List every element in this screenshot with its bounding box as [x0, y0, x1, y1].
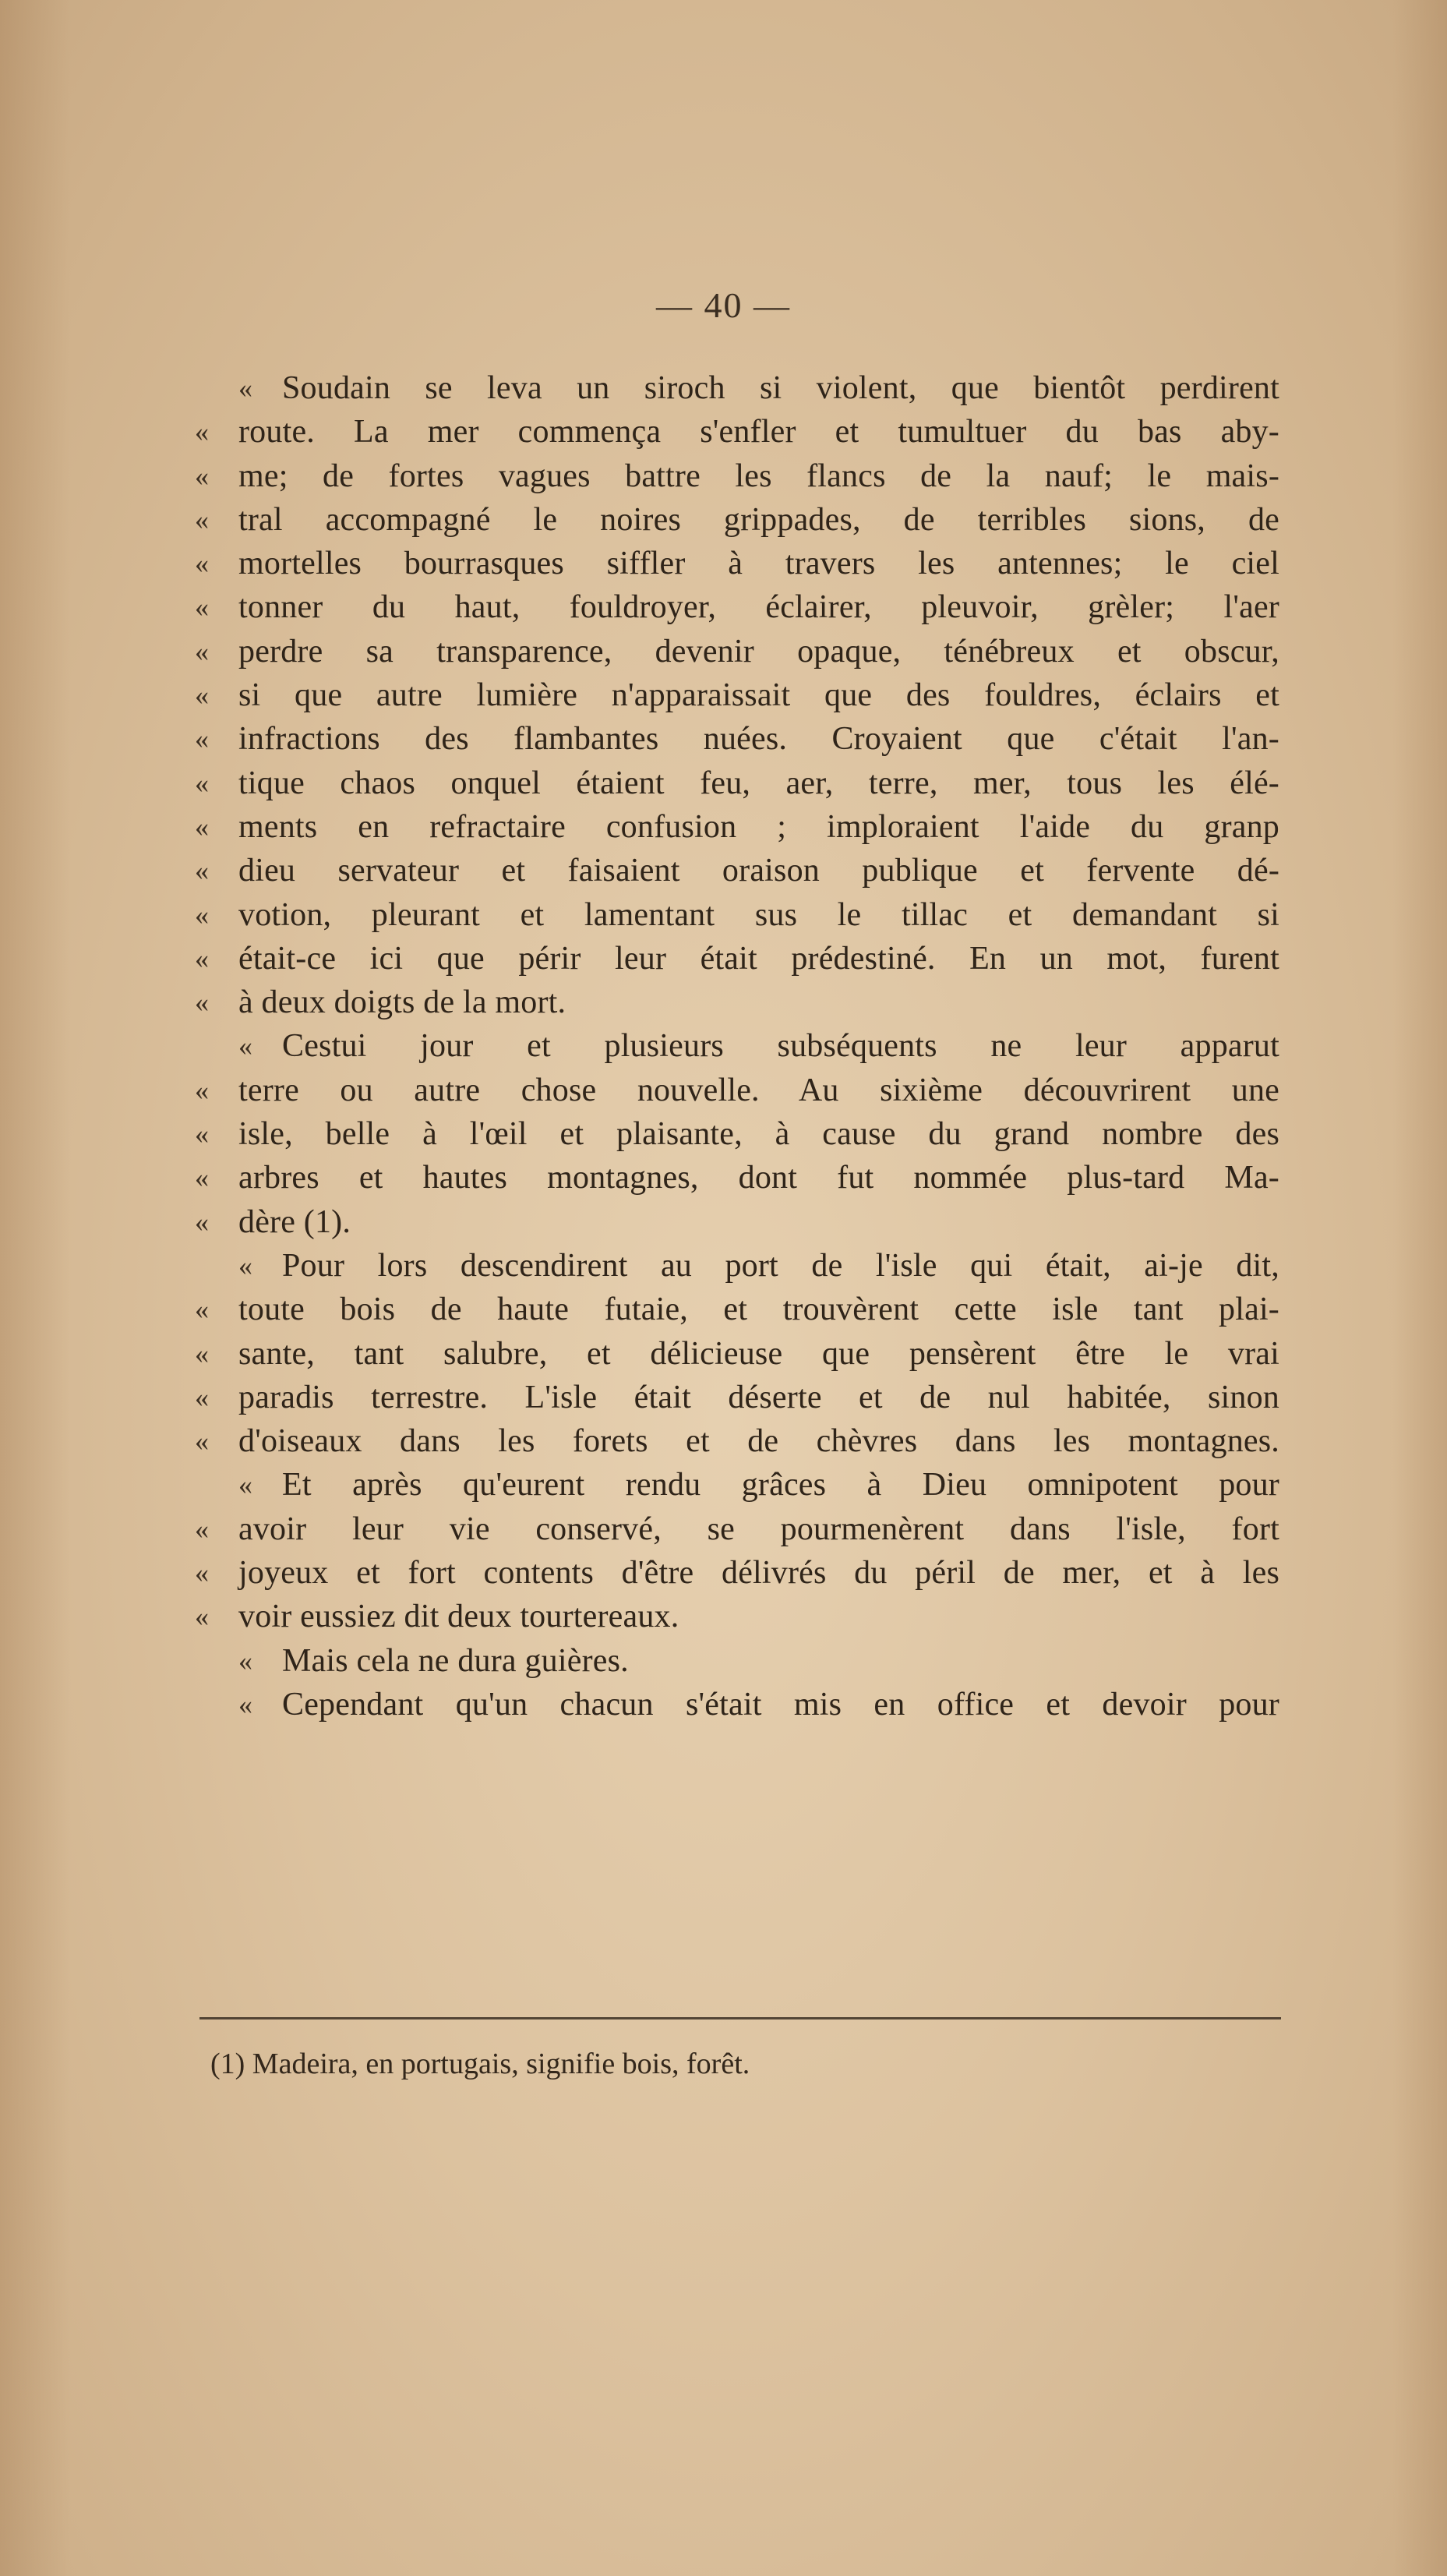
line-text: infractions des flambantes nuées. Croyaient que c'était l'an- [238, 721, 1279, 758]
text-line [195, 1463, 1279, 1507]
text-line [195, 630, 1279, 673]
guillemet-mark: « [195, 811, 209, 843]
text-line [195, 1112, 1279, 1156]
text-line [195, 498, 1279, 542]
line-text: votion, pleurant et lamentant sus le tillac et demandant si [238, 896, 1279, 933]
guillemet-mark: « [195, 723, 209, 755]
page-shadow-right [1392, 0, 1447, 2576]
guillemet-mark: « [195, 1162, 209, 1194]
guillemet-mark: « [195, 767, 209, 799]
footnote: (1) Madeira, en portugais, signifie bois, forêt. [210, 2048, 750, 2080]
text-line [195, 761, 1279, 805]
guillemet-mark: « [195, 680, 209, 712]
text-line [195, 1551, 1279, 1595]
line-text: Cependant qu'un chacun s'était mis en office et devoir pour [282, 1686, 1279, 1723]
text-line [195, 1639, 1279, 1683]
guillemet-mark: « [195, 942, 209, 974]
text-line [195, 366, 1279, 410]
text-line [195, 1376, 1279, 1419]
guillemet-mark: « [195, 1557, 209, 1589]
text-line [195, 1595, 1279, 1638]
text-line [195, 1244, 1279, 1288]
body-text [195, 366, 1279, 1726]
guillemet-mark: « [195, 1074, 209, 1106]
guillemet-mark: « [195, 635, 209, 667]
line-text: arbres et hautes montagnes, dont fut nommée plus-tard Ma- [238, 1160, 1279, 1196]
line-text: tonner du haut, fouldroyer, éclairer, pleuvoir, grèler; l'aer [238, 589, 1279, 626]
text-line [195, 1683, 1279, 1726]
guillemet-mark: « [195, 1426, 209, 1458]
guillemet-mark: « [238, 1645, 252, 1677]
line-text: me; de fortes vagues battre les flancs de la nauf; le mais- [238, 458, 1279, 494]
guillemet-mark: « [238, 373, 252, 404]
guillemet-mark: « [195, 1601, 209, 1633]
text-line [195, 1069, 1279, 1112]
line-text: tral accompagné le noires grippades, de terribles sions, de [238, 501, 1279, 538]
line-text: toute bois de haute futaie, et trouvèrent cette isle tant plai- [238, 1292, 1279, 1328]
text-line [195, 717, 1279, 761]
guillemet-mark: « [195, 1206, 209, 1238]
text-line [195, 1419, 1279, 1463]
text-line [195, 1507, 1279, 1551]
line-text: dère (1). [238, 1203, 351, 1240]
text-line [195, 1156, 1279, 1200]
line-text: d'oiseaux dans les forets et de chèvres dans les montagnes. [238, 1423, 1279, 1460]
guillemet-mark: « [195, 416, 209, 448]
text-line [195, 1024, 1279, 1068]
line-text: voir eussiez dit deux tourtereaux. [238, 1599, 679, 1635]
line-text: dieu servateur et faisaient oraison publique et fervente dé- [238, 853, 1279, 889]
line-text: tique chaos onquel étaient feu, aer, terre, mer, tous les élé- [238, 765, 1279, 801]
text-line [195, 410, 1279, 454]
line-text: isle, belle à l'œil et plaisante, à cause du grand nombre des [238, 1116, 1279, 1153]
guillemet-mark: « [195, 1118, 209, 1150]
line-text: terre ou autre chose nouvelle. Au sixième découvrirent une [238, 1072, 1279, 1108]
guillemet-mark: « [195, 504, 209, 535]
guillemet-mark: « [195, 987, 209, 1019]
guillemet-mark: « [195, 1294, 209, 1326]
text-line [195, 454, 1279, 498]
guillemet-mark: « [195, 460, 209, 492]
guillemet-mark: « [238, 1688, 252, 1720]
line-text: si que autre lumière n'apparaissait que des fouldres, éclairs et [238, 677, 1279, 714]
line-text: joyeux et fort contents d'être délivrés du péril de mer, et à les [238, 1555, 1279, 1592]
guillemet-mark: « [195, 899, 209, 931]
line-text: avoir leur vie conservé, se pourmenèrent dans l'isle, fort [238, 1511, 1279, 1547]
guillemet-mark: « [195, 548, 209, 580]
line-text: Soudain se leva un siroch si violent, que bientôt perdirent [282, 370, 1279, 406]
line-text: Cestui jour et plusieurs subséquents ne leur apparut [282, 1028, 1279, 1065]
text-line [195, 849, 1279, 892]
footnote-divider [199, 2017, 1281, 2019]
guillemet-mark: « [238, 1469, 252, 1501]
line-text: sante, tant salubre, et délicieuse que pensèrent être le vrai [238, 1335, 1279, 1372]
page-number: — 40 — [656, 285, 791, 325]
line-text: était-ce ici que périr leur était prédestiné. En un mot, furent [238, 940, 1279, 977]
line-text: Mais cela ne dura guières. [282, 1642, 629, 1679]
text-line [195, 893, 1279, 937]
line-text: mortelles bourrasques siffler à travers les antennes; le ciel [238, 546, 1279, 582]
line-text: ments en refractaire confusion ; imploraient l'aide du granp [238, 808, 1279, 845]
line-text: Et après qu'eurent rendu grâces à Dieu omnipotent pour [282, 1467, 1279, 1504]
text-line [195, 585, 1279, 629]
line-text: à deux doigts de la mort. [238, 984, 566, 1021]
guillemet-mark: « [195, 1337, 209, 1369]
text-line [195, 1288, 1279, 1331]
guillemet-mark: « [238, 1030, 252, 1062]
guillemet-mark: « [195, 592, 209, 624]
text-line [195, 1332, 1279, 1376]
page-shadow-left [0, 0, 70, 2576]
line-text: route. La mer commença s'enfler et tumultuer du bas aby- [238, 414, 1279, 451]
text-line [195, 981, 1279, 1024]
text-line [195, 673, 1279, 717]
line-text: perdre sa transparence, devenir opaque, ténébreux et obscur, [238, 633, 1279, 670]
guillemet-mark: « [195, 855, 209, 887]
text-line [195, 542, 1279, 585]
text-line [195, 1200, 1279, 1244]
guillemet-mark: « [238, 1249, 252, 1281]
text-line [195, 937, 1279, 981]
guillemet-mark: « [195, 1381, 209, 1413]
guillemet-mark: « [195, 1513, 209, 1545]
text-line [195, 805, 1279, 849]
line-text: Pour lors descendirent au port de l'isle qui était, ai-je dit, [282, 1247, 1279, 1284]
line-text: paradis terrestre. L'isle était déserte et de nul habitée, sinon [238, 1379, 1279, 1415]
